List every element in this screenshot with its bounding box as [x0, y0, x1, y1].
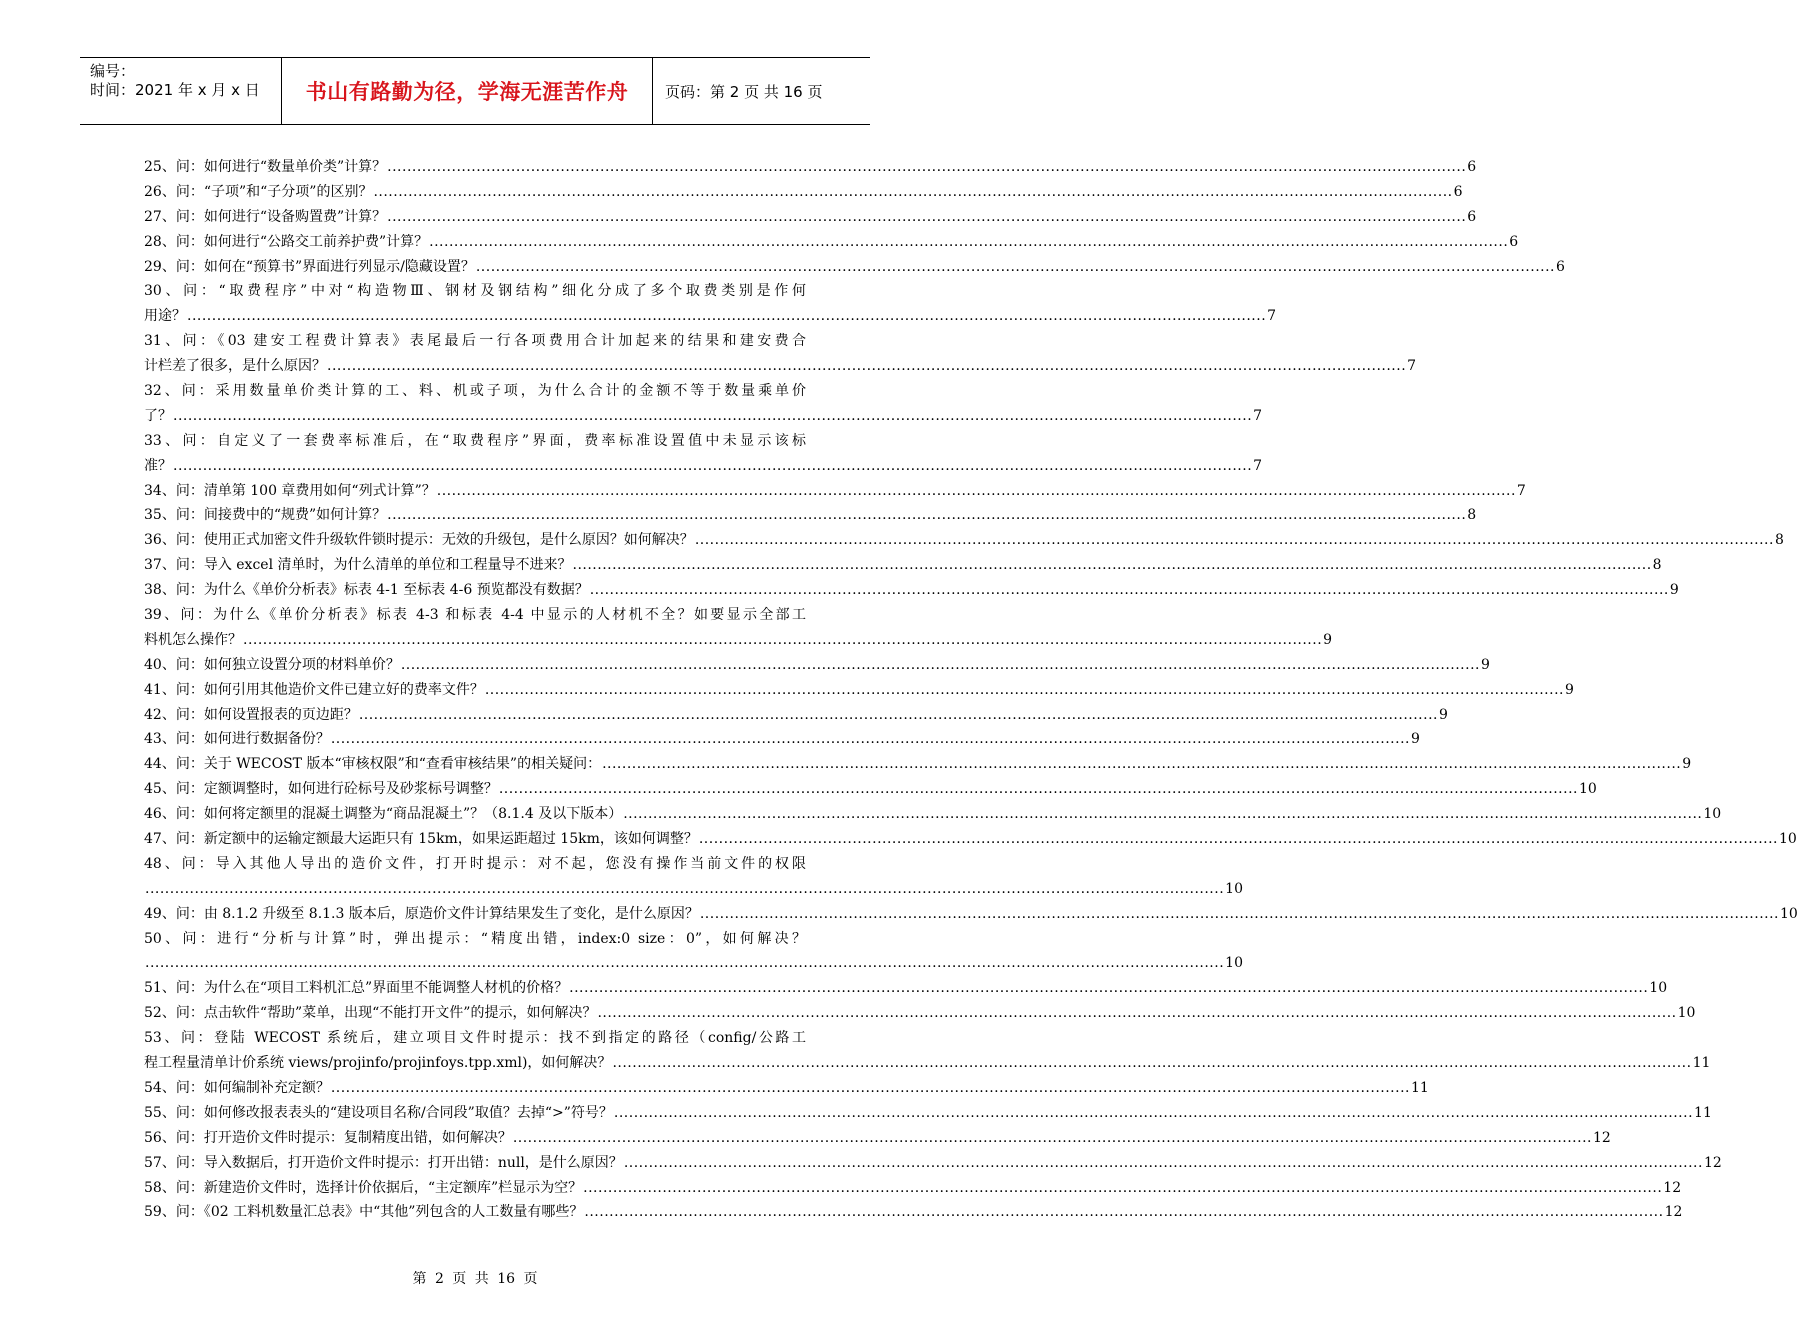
toc-entry-leader-line [144, 1051, 1711, 1076]
toc-entry-leader-line [144, 454, 1263, 479]
toc-entry[interactable] [144, 1001, 1696, 1026]
toc-page-number: 6 [1467, 208, 1477, 225]
toc-entry[interactable] [144, 329, 1417, 379]
toc-entry[interactable] [144, 1200, 1683, 1225]
toc-entry-title-line: 50、问：进行“分析与计算”时，弹出提示：“精度出错，index:0 size：0”，如何解决？ [144, 930, 806, 947]
toc-page-number: 10 [1677, 1005, 1696, 1022]
toc-page-number: 6 [1556, 258, 1565, 275]
toc-entry-leader-line [144, 1101, 1712, 1126]
toc-entry-title: 38、问：为什么《单价分析表》标表 4-1 至标表 4-6 预览都没有数据？ [144, 582, 589, 599]
toc-entry[interactable] [144, 479, 1526, 504]
toc-dot-leader [173, 404, 1252, 429]
toc-entry-leader-line [144, 404, 1263, 429]
toc-dot-leader [145, 877, 1224, 902]
toc-dot-leader [437, 479, 1516, 504]
toc-entry[interactable] [144, 902, 1798, 927]
toc-dot-leader [187, 304, 1266, 329]
toc-page-number: 12 [1592, 1129, 1611, 1146]
toc-dot-leader [387, 503, 1466, 528]
toc-dot-leader [584, 1200, 1663, 1225]
toc-page-number: 8 [1467, 507, 1477, 524]
toc-page-number: 7 [1253, 457, 1263, 474]
toc-entry[interactable] [144, 777, 1597, 802]
toc-dot-leader [243, 628, 1322, 653]
page-header [80, 57, 870, 125]
header-page-info-cell [653, 58, 870, 124]
toc-page-number: 11 [1410, 1079, 1429, 1096]
toc-dot-leader [327, 354, 1406, 379]
toc-entry-leader-line [144, 1176, 1682, 1201]
toc-dot-leader [373, 180, 1452, 205]
toc-page-number: 9 [1669, 582, 1679, 599]
toc-entry-title-line: 33、问：自定义了一套费率标准后，在“取费程序”界面，费率标准设置值中未显示该标 [144, 432, 806, 449]
toc-page-number: 10 [1780, 905, 1798, 922]
toc-entry-title: 准？ [144, 457, 172, 474]
toc-entry-title: 43、问：如何进行数据备份？ [144, 731, 330, 748]
toc-entry-leader-line [144, 827, 1797, 852]
toc-entry[interactable] [144, 1026, 1711, 1076]
toc-entry-leader-line [144, 354, 1417, 379]
toc-entry-leader-line [144, 752, 1692, 777]
toc-entry[interactable] [144, 927, 1243, 977]
toc-entry[interactable] [144, 1126, 1611, 1151]
toc-entry[interactable] [144, 553, 1662, 578]
toc-entry[interactable] [144, 1176, 1682, 1201]
toc-entry-title: 计栏差了很多，是什么原因？ [144, 358, 326, 375]
toc-dot-leader [569, 976, 1648, 1001]
toc-entry[interactable] [144, 379, 1263, 429]
toc-entry[interactable] [144, 1076, 1429, 1101]
toc-dot-leader [699, 827, 1778, 852]
toc-page-number: 10 [1578, 781, 1597, 798]
table-of-contents [144, 155, 1798, 1225]
toc-entry[interactable] [144, 279, 1277, 329]
toc-entry-title: 27、问：如何进行“设备购置费”计算？ [144, 208, 387, 225]
toc-page-number: 12 [1664, 1204, 1683, 1221]
toc-dot-leader [499, 777, 1578, 802]
toc-entry-title-line: 30、问：“取费程序”中对“构造物Ⅲ、钢材及钢结构”细化分成了多个取费类别是作何 [144, 283, 806, 300]
toc-page-number: 10 [1779, 831, 1797, 848]
toc-entry-leader-line [144, 952, 1243, 977]
toc-entry-title: 用途？ [144, 308, 186, 325]
toc-entry[interactable] [144, 155, 1477, 180]
toc-entry-title: 49、问：由 8.1.2 升级至 8.1.3 版本后，原造价文件计算结果发生了变化，是什么原因？ [144, 905, 699, 922]
toc-page-number: 6 [1509, 233, 1519, 250]
toc-dot-leader [695, 528, 1774, 553]
toc-page-number: 9 [1438, 706, 1448, 723]
toc-entry[interactable] [144, 230, 1519, 255]
header-page-info: 页码：第 2 页 共 16 页 [665, 82, 823, 101]
toc-entry[interactable] [144, 827, 1797, 852]
toc-entry-title: 56、问：打开造价文件时提示：复制精度出错，如何解决？ [144, 1129, 512, 1146]
toc-dot-leader [331, 727, 1410, 752]
toc-entry-leader-line [144, 1200, 1683, 1225]
toc-entry-leader-line [144, 802, 1722, 827]
toc-entry-leader-line [144, 902, 1798, 927]
toc-dot-leader [624, 1151, 1703, 1176]
toc-entry-leader-line [144, 703, 1448, 728]
toc-page-number: 9 [1480, 656, 1490, 673]
header-motto: 书山有路勤为径，学海无涯苦作舟 [305, 80, 629, 104]
toc-entry-title: 58、问：新建造价文件时，选择计价依据后，“主定额库”栏显示为空？ [144, 1179, 583, 1196]
toc-dot-leader [590, 578, 1669, 603]
toc-entry-title-line: 48、问：导入其他人导出的造价文件，打开时提示：对不起，您没有操作当前文件的权限 [144, 855, 806, 872]
header-meta [80, 58, 281, 124]
toc-entry-leader-line [144, 1151, 1722, 1176]
toc-dot-leader [145, 951, 1224, 976]
toc-entry[interactable] [144, 205, 1477, 230]
toc-dot-leader [602, 752, 1681, 777]
toc-dot-leader [597, 1001, 1676, 1026]
toc-page-number: 7 [1407, 358, 1417, 375]
toc-entry-leader-line [144, 503, 1477, 528]
toc-page-number: 7 [1516, 482, 1526, 499]
toc-entry-title: 25、问：如何进行“数量单价类”计算？ [144, 158, 387, 175]
toc-entry-leader-line [144, 205, 1477, 230]
toc-entry-leader-line [144, 230, 1519, 255]
toc-entry-title: 40、问：如何独立设置分项的材料单价？ [144, 656, 400, 673]
toc-entry-title: 59、问：《02 工料机数量汇总表》中“其他”列包含的人工数量有哪些？ [144, 1204, 584, 1221]
toc-entry-leader-line [144, 628, 1333, 653]
toc-entry-title: 46、问：如何将定额里的混凝土调整为“商品混凝土”？（8.1.4 及以下版本） [144, 806, 623, 823]
toc-dot-leader [359, 703, 1438, 728]
toc-entry-title: 36、问：使用正式加密文件升级软件锁时提示：无效的升级包，是什么原因？如何解决？ [144, 532, 694, 549]
toc-entry[interactable] [144, 603, 1333, 653]
toc-entry-title: 28、问：如何进行“公路交工前养护费”计算？ [144, 233, 429, 250]
toc-dot-leader [513, 1126, 1592, 1151]
toc-entry-leader-line [144, 553, 1662, 578]
toc-dot-leader [387, 155, 1466, 180]
toc-entry-title: 57、问：导入数据后，打开造价文件时提示：打开出错：null，是什么原因？ [144, 1154, 623, 1171]
toc-entry[interactable] [144, 255, 1565, 280]
toc-entry-title: 34、问：清单第 100 章费用如何“列式计算”？ [144, 482, 436, 499]
toc-entry-title: 44、问：关于 WECOST 版本“审核权限”和“查看审核结果”的相关疑问： [144, 756, 602, 773]
toc-entry[interactable] [144, 653, 1490, 678]
toc-entry-leader-line [144, 578, 1679, 603]
document-time-label: 时间：2021 年 x 月 x 日 [90, 81, 260, 99]
toc-page-number: 7 [1253, 407, 1263, 424]
toc-dot-leader [173, 454, 1252, 479]
toc-entry-leader-line [144, 528, 1784, 553]
toc-dot-leader [331, 1076, 1410, 1101]
toc-entry-title: 52、问：点击软件“帮助”菜单，出现“不能打开文件”的提示，如何解决？ [144, 1005, 597, 1022]
toc-page-number: 12 [1663, 1179, 1682, 1196]
toc-entry-title: 47、问：新定额中的运输定额最大运距只有 15km，如果运距超过 15km，该如何调整？ [144, 831, 698, 848]
document-number-label: 编号： [90, 62, 136, 80]
toc-entry[interactable] [144, 976, 1668, 1001]
toc-entry[interactable] [144, 528, 1784, 553]
toc-entry-title: 37、问：导入 excel 清单时，为什么清单的单位和工程量导不进来？ [144, 557, 572, 574]
toc-entry-title: 了？ [144, 407, 172, 424]
toc-entry[interactable] [144, 678, 1574, 703]
toc-page-number: 9 [1323, 631, 1333, 648]
toc-page-number: 6 [1453, 183, 1463, 200]
toc-dot-leader [612, 1051, 1691, 1076]
toc-page-number: 9 [1682, 756, 1692, 773]
toc-entry-leader-line [144, 678, 1574, 703]
toc-entry-leader-line [144, 255, 1565, 280]
toc-entry-leader-line [144, 777, 1597, 802]
toc-entry[interactable] [144, 703, 1448, 728]
toc-dot-leader [614, 1101, 1693, 1126]
toc-entry[interactable] [144, 1101, 1712, 1126]
toc-dot-leader [700, 902, 1779, 927]
header-motto-cell [281, 58, 653, 124]
toc-page-number: 10 [1703, 806, 1722, 823]
toc-entry-leader-line [144, 180, 1463, 205]
toc-entry[interactable] [144, 180, 1463, 205]
toc-dot-leader [583, 1176, 1662, 1201]
toc-entry[interactable] [144, 802, 1722, 827]
toc-entry-leader-line [144, 877, 1243, 902]
toc-entry-leader-line [144, 727, 1420, 752]
toc-entry-leader-line [144, 479, 1526, 504]
toc-entry[interactable] [144, 578, 1679, 603]
toc-entry-title: 55、问：如何修改报表表头的“建设项目名称/合同段”取值？去掉“>”符号？ [144, 1104, 613, 1121]
toc-page-number: 12 [1703, 1154, 1722, 1171]
toc-entry-leader-line [144, 1001, 1696, 1026]
toc-entry-title: 29、问：如何在“预算书”界面进行列显示/隐藏设置？ [144, 258, 475, 275]
toc-page-number: 6 [1467, 158, 1477, 175]
toc-entry-title-line: 31、问：《03 建安工程费计算表》表尾最后一行各项费用合计加起来的结果和建安费合 [144, 333, 806, 350]
toc-entry-leader-line [144, 976, 1668, 1001]
toc-entry[interactable] [144, 752, 1692, 777]
toc-entry-title: 41、问：如何引用其他造价文件已建立好的费率文件？ [144, 681, 484, 698]
toc-dot-leader [387, 205, 1466, 230]
toc-entry-leader-line [144, 653, 1490, 678]
toc-page-number: 7 [1267, 308, 1277, 325]
toc-page-number: 10 [1225, 880, 1243, 897]
toc-page-number: 10 [1225, 955, 1243, 972]
toc-entry[interactable] [144, 727, 1420, 752]
toc-entry-title-line: 39、问：为什么《单价分析表》标表 4-3 和标表 4-4 中显示的人材机不全？如要显示全部工 [144, 607, 806, 624]
toc-entry[interactable] [144, 1151, 1722, 1176]
toc-page-number: 8 [1774, 532, 1784, 549]
toc-page-number: 9 [1564, 681, 1574, 698]
toc-entry-leader-line [144, 304, 1277, 329]
toc-entry-title: 35、问：间接费中的“规费”如何计算？ [144, 507, 387, 524]
toc-page-number: 11 [1692, 1055, 1711, 1072]
toc-dot-leader [429, 230, 1508, 255]
toc-entry-title: 42、问：如何设置报表的页边距？ [144, 706, 358, 723]
toc-entry[interactable] [144, 503, 1477, 528]
toc-page-number: 10 [1649, 980, 1668, 997]
toc-entry-title: 54、问：如何编制补充定额？ [144, 1079, 330, 1096]
toc-entry-title: 程工程量清单计价系统 views/projinfo/projinfoys.tpp.xml)，如何解决？ [144, 1055, 612, 1072]
page-footer: 第 2 页 共 16 页 [412, 1271, 538, 1287]
toc-page-number: 11 [1694, 1104, 1712, 1121]
toc-dot-leader [623, 802, 1702, 827]
toc-page-number: 9 [1410, 731, 1420, 748]
toc-dot-leader [573, 553, 1652, 578]
toc-entry-title-line: 32、问：采用数量单价类计算的工、料、机或子项，为什么合计的金额不等于数量乘单价 [144, 383, 806, 400]
toc-dot-leader [401, 653, 1480, 678]
toc-entry-title: 料机怎么操作？ [144, 631, 242, 648]
toc-entry-leader-line [144, 1076, 1429, 1101]
toc-page-number: 8 [1652, 557, 1662, 574]
toc-entry-title: 26、问：“子项”和“子分项”的区别？ [144, 183, 373, 200]
toc-dot-leader [476, 255, 1555, 280]
toc-entry[interactable] [144, 429, 1263, 479]
toc-dot-leader [485, 678, 1564, 703]
toc-entry-leader-line [144, 1126, 1611, 1151]
toc-entry-title: 51、问：为什么在“项目工料机汇总”界面里不能调整人材机的价格？ [144, 980, 569, 997]
toc-entry-title-line: 53、问：登陆 WECOST 系统后，建立项目文件时提示：找不到指定的路径（config/公路工 [144, 1030, 806, 1047]
toc-entry-title: 45、问：定额调整时，如何进行砼标号及砂浆标号调整？ [144, 781, 498, 798]
toc-entry[interactable] [144, 852, 1243, 902]
toc-entry-leader-line [144, 155, 1477, 180]
